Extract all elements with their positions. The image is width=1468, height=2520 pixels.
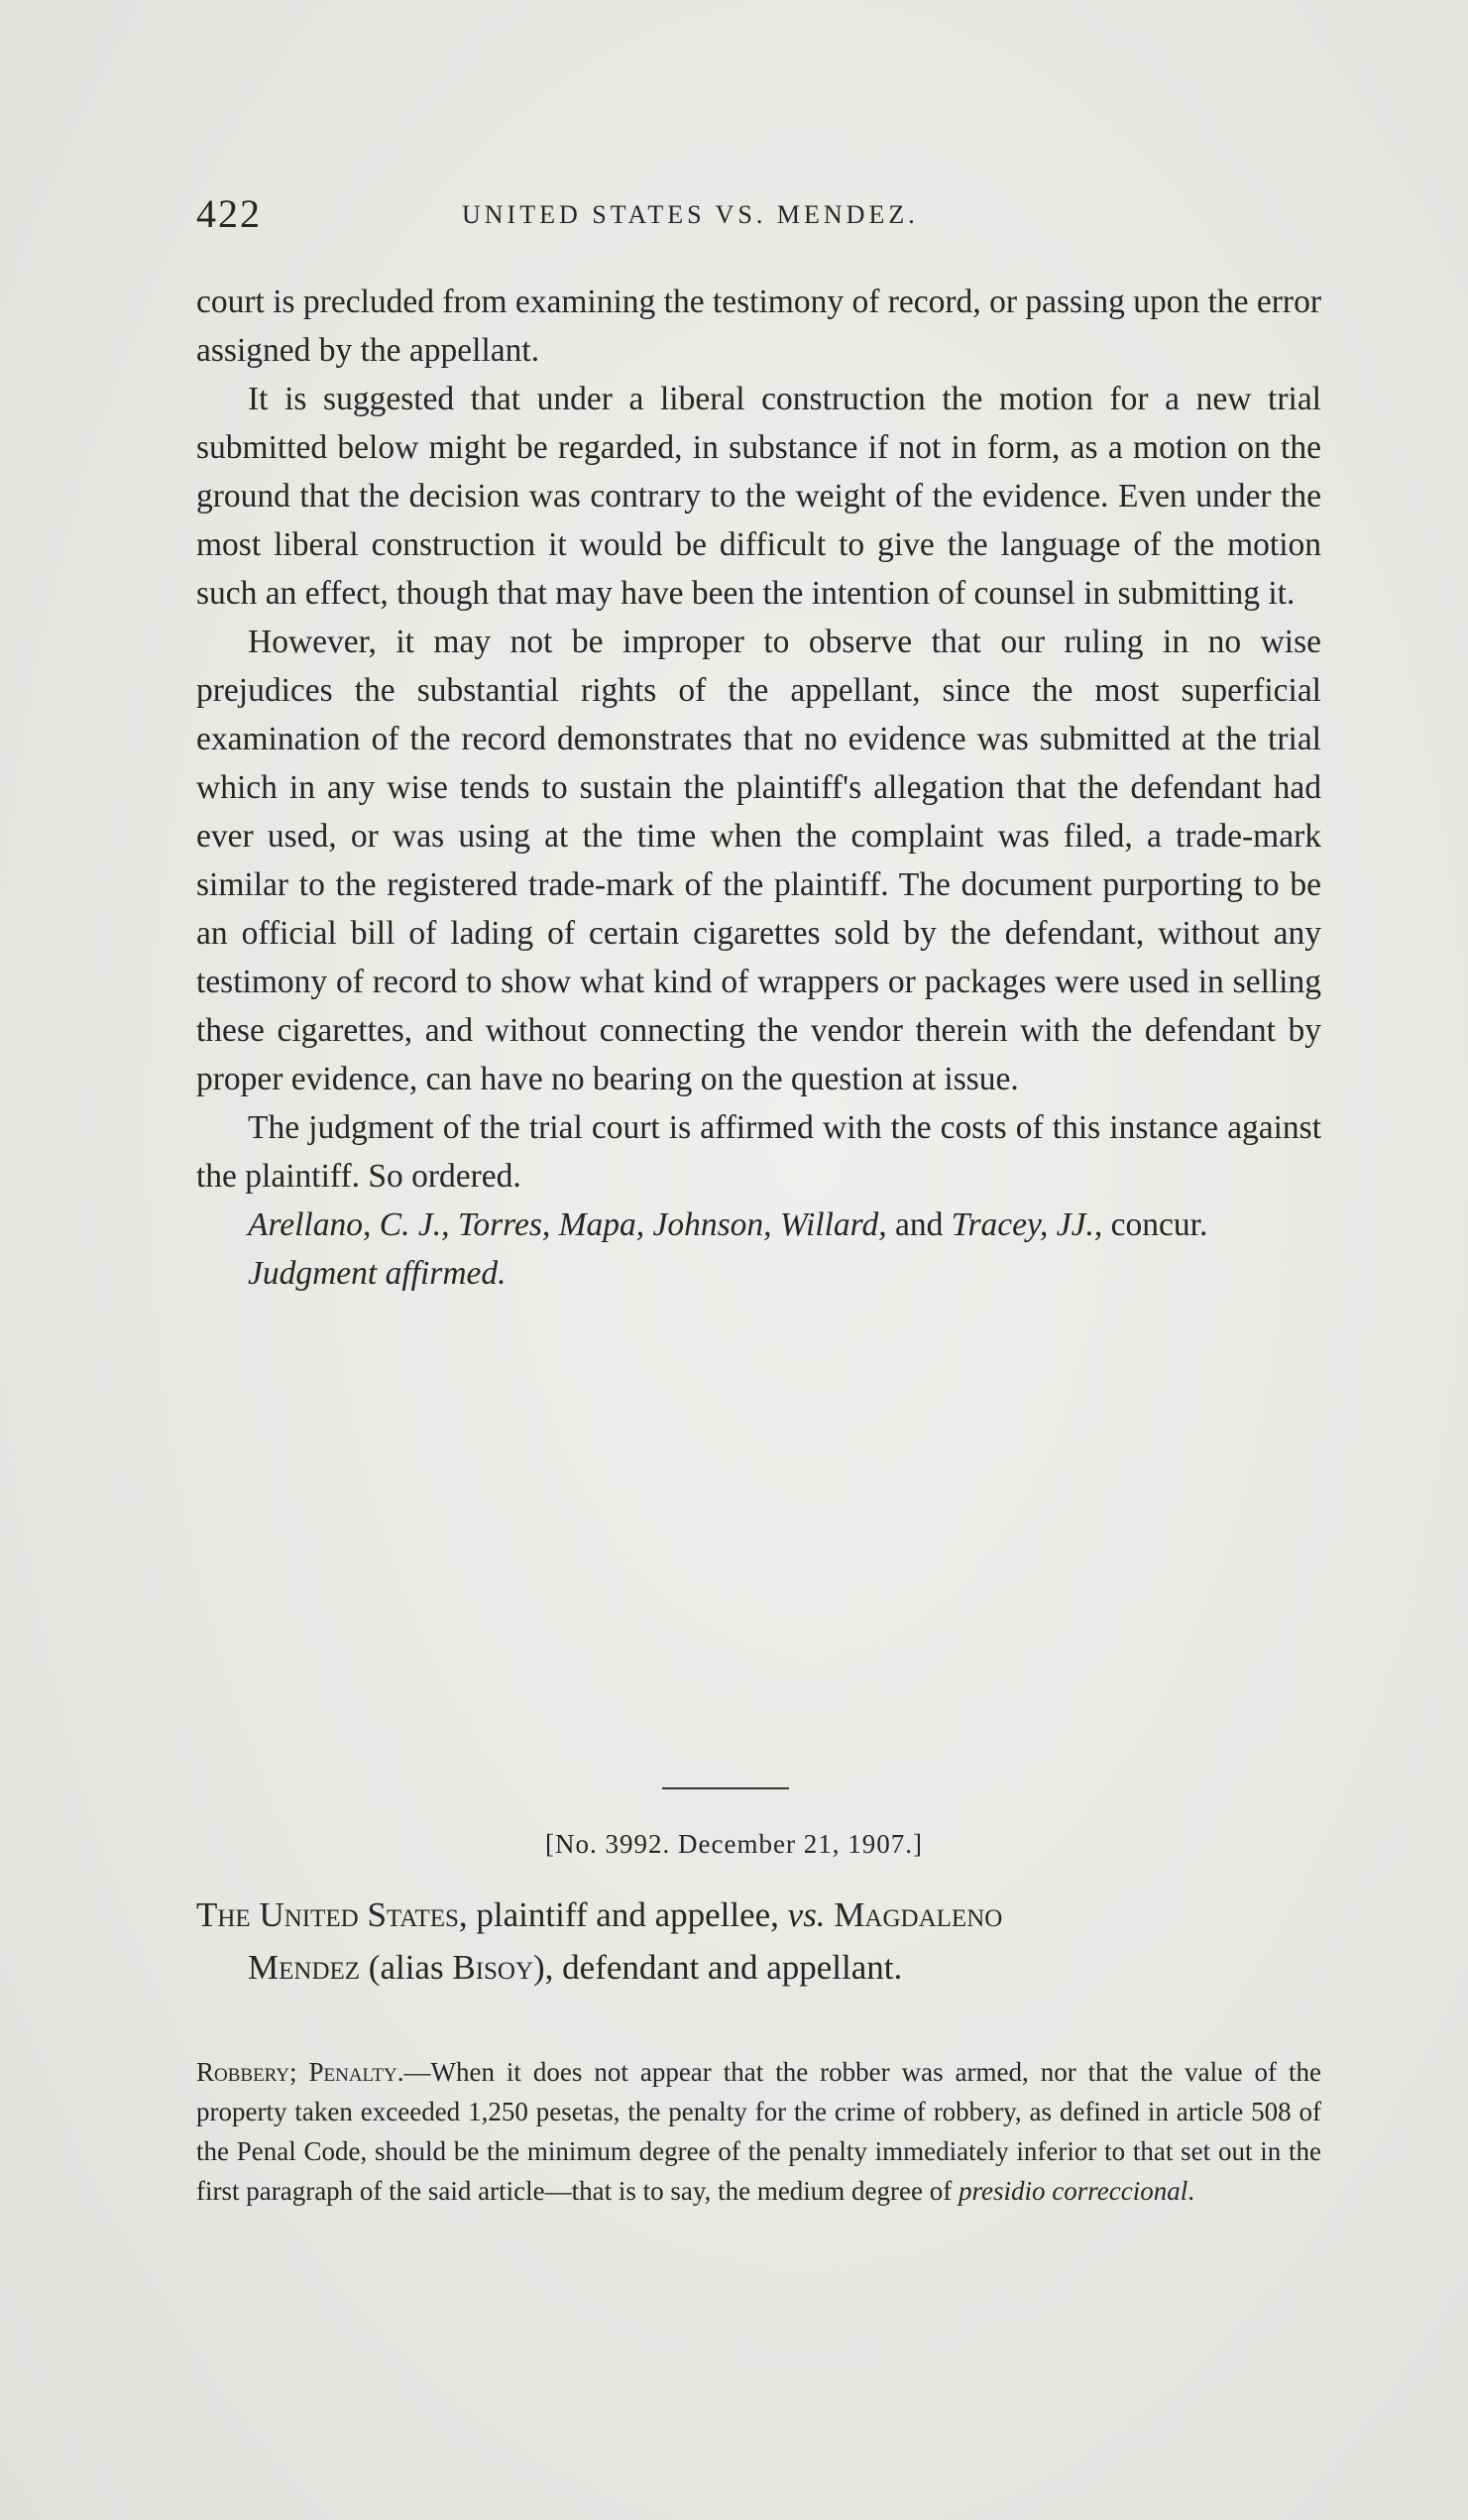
headnote-italic-term: presidio correccional: [959, 2176, 1188, 2206]
paragraph-continued: court is precluded from examining the testimony of record, or passing upon the error assigned by the appellant.: [196, 284, 1321, 369]
alias-name: Bisoy: [452, 1948, 534, 1987]
headnote-text: —When it does not appear that the robber was armed, nor that the value of the property taken exceeded 1,250 pesetas, the penalty for the crime of robbery, as defined in article 508 of the Penal Code, should be the minimum degree of the penalty immediately inferior to that set out in the first paragraph of the said article—that is to say, the medium degree of: [196, 2057, 1321, 2206]
headnote-end: .: [1187, 2176, 1194, 2206]
concurrence-line: [196, 1201, 1321, 1249]
concur-word: concur.: [1110, 1206, 1208, 1243]
plaintiff-role: plaintiff and appellee,: [467, 1895, 788, 1934]
alias-open: (alias: [360, 1948, 453, 1987]
page-number: 422: [196, 191, 262, 236]
judgment-line: [196, 1249, 1321, 1298]
opinion-body: [196, 278, 1321, 1298]
section-divider: [662, 1787, 789, 1789]
case-title: [196, 1889, 1321, 1994]
concur-and: and: [894, 1206, 944, 1243]
judgment-text: Judgment affirmed.: [248, 1255, 507, 1292]
defendant-last-name: Mendez: [248, 1948, 361, 1987]
defendant-first-name: Magdaleno: [825, 1895, 1003, 1934]
paragraph-judgment-affirmed: The judgment of the trial court is affirmed with the costs of this instance against the plaintiff. So ordered.: [196, 1109, 1321, 1195]
concurring-justices-2: Tracey, JJ.,: [951, 1206, 1103, 1243]
versus: vs.: [787, 1895, 826, 1934]
paragraph-substantial-rights: However, it may not be improper to observe that our ruling in no wise prejudices the substantial rights of the appellant, since the most superficial examination of the record demonstrates that no evidence was submitted at the trial which in any wise tends to sustain the plaintiff's allegation that the defendant had ever used, or was using at the time when the complaint was filed, a trade-mark similar to the registered trade-mark of the plaintiff. The document purporting to be an official bill of lading of certain cigarettes sold by the defendant, without any testimony of record to show what kind of wrappers or packages were used in selling these cigarettes, and without connecting the vendor therein with the defendant by proper evidence, can have no bearing on the question at issue.: [196, 624, 1321, 1097]
headnote-title: Robbery; Penalty.: [196, 2057, 404, 2087]
concurring-justices: Arellano, C. J., Torres, Mapa, Johnson, Willard,: [248, 1206, 887, 1243]
plaintiff-name: The United States,: [196, 1895, 468, 1934]
docket-line: [No. 3992. December 21, 1907.]: [545, 1829, 923, 1859]
syllabus: [196, 2052, 1321, 2211]
page-header: [196, 190, 1354, 240]
paragraph-liberal-construction: It is suggested that under a liberal construction the motion for a new trial submitted below might be regarded, in substance if not in form, as a motion on the ground that the decision was contrary to the weight of the evidence. Even under the most liberal construction it would be difficult to give the language of the motion such an effect, though that may have been the intention of counsel in submitting it.: [196, 381, 1321, 612]
running-head: UNITED STATES VS. MENDEZ.: [462, 200, 919, 229]
defendant-role: ), defendant and appellant.: [533, 1948, 903, 1987]
